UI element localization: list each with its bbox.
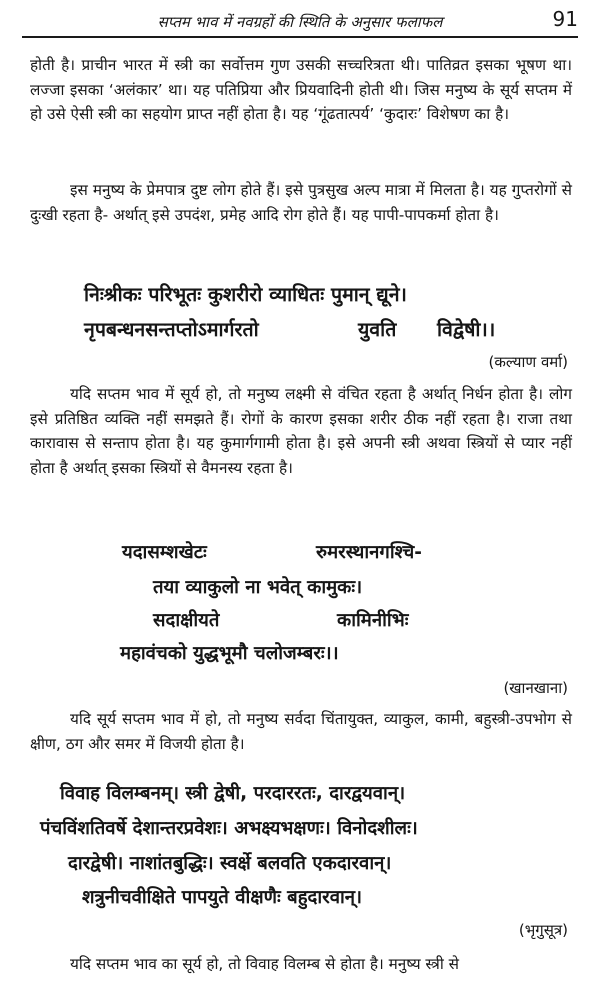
citation-khankhana: (खानखाना) [503,679,568,697]
verse-3-line-4: शत्रुनीचवीक्षिते पापयुते वीक्षणैः बहुदारवान्। [82,887,363,908]
paragraph-1: होती है। प्राचीन भारत में स्त्री का सर्वोत्तम गुण उसकी सच्चरित्रता थी। पातिव्रत इसका भूषण था। लज्जा इसका ‘अलंकार’ था। यह पतिप्रिया और प्रियवादिनी होती थी। जिस मनुष्य के सूर्य सप्तम में हो उसे ऐसी स्त्री का सहयोग प्राप्त नहीं होता है। यह ‘गूंढतात्पर्य’ ‘कुदारः’ विशेषण का है। [30,56,572,124]
verse-1-line-2-part-1: नृपबन्धनसन्तप्तोऽमार्गरतो [84,318,259,341]
verse-1-line-1: निःश्रीकः परिभूतः कुशरीरो व्याधितः पुमान् द्यूने। [84,283,407,306]
verse-2-line-3-part-2: कामिनीभिः [337,610,409,631]
verse-2-line-1-part-2: रुमरस्थानगश्चि- [316,542,422,563]
header-rule [22,36,578,38]
paragraph-5: यदि सप्तम भाव का सूर्य हो, तो विवाह विलम्ब से होता है। मनुष्य स्त्री से [70,955,459,973]
citation-kalyan-varma: (कल्याण वर्मा) [488,353,568,371]
paragraph-4: यदि सूर्य सप्तम भाव में हो, तो मनुष्य सर्वदा चिंतायुक्त, व्याकुल, कामी, बहुस्त्री-उपभोग से क्षीण, ठग और समर में विजयी होता है। [30,710,572,753]
verse-3-line-2: पंचविंशतिवर्षे देशान्तरप्रवेशः। अभक्ष्यभक्षणः। विनोदशीलः। [40,818,418,839]
paragraph-3: यदि सप्तम भाव में सूर्य हो, तो मनुष्य लक्ष्मी से वंचित रहता है अर्थात् निर्धन होता है। लोग इसे प्रतिष्ठित व्यक्ति नहीं समझते हैं। रोगों के कारण इसका शरीर ठीक नहीं रहता है। राजा तथा कारावास से सन्ताप होता है। यह कुमार्गगामी होता है। इसे अपनी स्त्री अथवा स्त्रियों से प्यार नहीं होता है अर्थात् इसका स्त्रियों से वैमनस्य रहता है। [30,385,572,477]
verse-2-line-1-part-1: यदासम्शखेटः [122,542,207,563]
verse-2-line-4: महावंचको युद्धभूमौ चलोजम्बरः।। [120,643,339,664]
verse-2-line-3-part-1: सदाक्षीयते [153,610,220,631]
verse-2-line-2: तया व्याकुलो ना भवेत् कामुकः। [153,577,363,598]
running-title: सप्तम भाव में नवग्रहों की स्थिति के अनुसार फलाफल [157,13,443,31]
verse-3-line-3: दारद्वेषी। नाशांतबुद्धिः। स्वर्क्षे बलवति एकदारवान्। [68,853,392,874]
verse-1-line-2-part-2: युवति [358,318,397,341]
verse-3-line-1: विवाह विलम्बनम्। स्त्री द्वेषी, परदाररतः, दारद्वयवान्। [60,783,406,804]
page-header [0,6,600,38]
verse-1-line-2-part-3: विद्वेषी।। [437,318,496,341]
paragraph-2: इस मनुष्य के प्रेमपात्र दुष्ट लोग होते हैं। इसे पुत्रसुख अल्प मात्रा में मिलता है। यह गुप्तरोगों से दुःखी रहता है- अर्थात् इसे उपदंश, प्रमेह आदि रोग होते हैं। यह पापी-पापकर्मा होता है। [30,181,572,224]
citation-bhrigusutra: (भृगुसूत्र) [518,921,568,939]
page-number: 91 [552,7,578,31]
